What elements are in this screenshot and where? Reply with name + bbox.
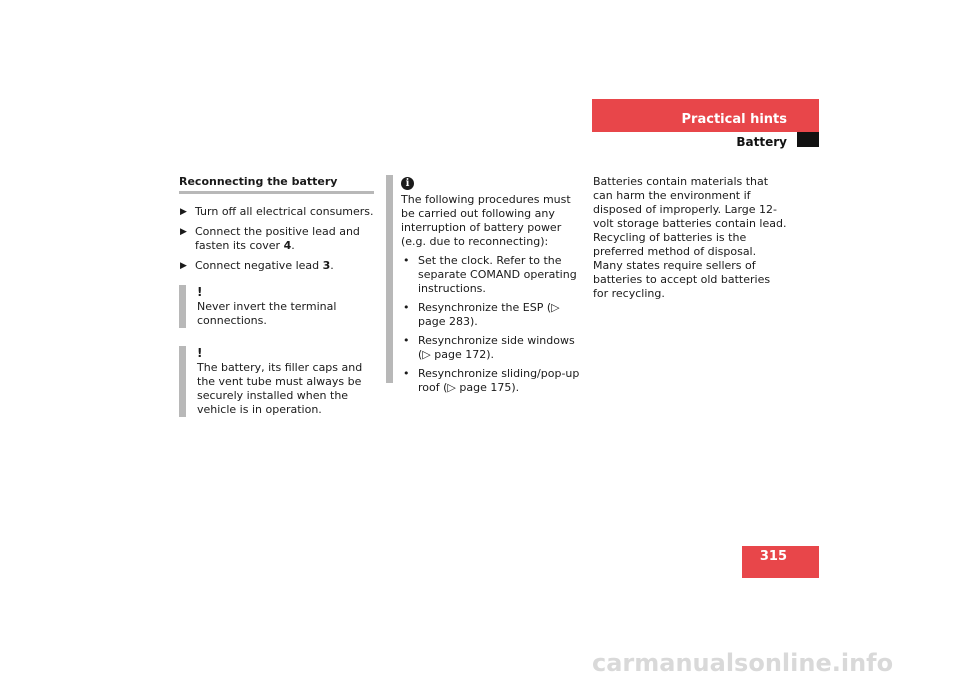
section-title: Battery [736, 135, 787, 149]
section-heading: Reconnecting the battery [179, 175, 374, 194]
bullet-icon: • [403, 334, 410, 347]
list-item: • Resynchronize the ESP (▷ page 283). [403, 301, 560, 328]
bullet-icon: • [403, 254, 410, 267]
info-intro: The following procedures must be carried out following any interruption of battery power (e.g. due to reconnecting): [401, 193, 571, 248]
page-number-box [742, 546, 819, 578]
warning-bar [179, 346, 186, 417]
bullet-icon: • [403, 367, 410, 380]
left-column [179, 175, 374, 417]
watermark: carmanualsonline.info [592, 649, 894, 677]
warning-icon: ! [197, 346, 203, 360]
info-note [401, 175, 581, 395]
warning-icon: ! [197, 285, 203, 299]
chapter-header-bar [592, 99, 819, 132]
callout-ref: 4 [283, 239, 292, 252]
warning-text: Never invert the terminal connections. [197, 300, 337, 327]
list-item: • Resynchronize side windows (▷ page 172). [403, 334, 575, 361]
header-marker [797, 132, 819, 147]
chapter-title: Practical hints [681, 112, 787, 127]
arrow-icon: ▶ [180, 227, 187, 237]
right-column [593, 175, 788, 301]
arrow-icon: ▶ [180, 261, 187, 271]
warning-bar [179, 285, 186, 328]
step-item: ▶ Connect negative lead 3. [180, 259, 334, 272]
environment-paragraph: Batteries contain materials that can harm the environment if disposed of improperly. Large 12-volt storage batteries contain lead. Recycling of batteries is the preferred method of disposal. Many states require sellers of batteries to accept old batteries for recycling. [593, 175, 787, 300]
page-number: 315 [759, 549, 787, 564]
step-item: ▶ Turn off all electrical consumers. [180, 205, 374, 218]
warning-note [179, 285, 374, 328]
list-item: • Resynchronize sliding/pop-up roof (▷ page 175). [403, 367, 580, 394]
warning-note [179, 346, 374, 417]
step-item: ▶ Connect the positive lead and fasten its cover 4. [180, 225, 360, 252]
callout-ref: 3 [322, 259, 331, 272]
info-bar [386, 175, 393, 383]
info-icon: i [401, 177, 414, 190]
arrow-icon: ▶ [180, 207, 187, 217]
warning-text: The battery, its filler caps and the vent tube must always be securely installed when the vehicle is in operation. [197, 361, 363, 416]
list-item: • Set the clock. Refer to the separate COMAND operating instructions. [403, 254, 577, 295]
bullet-icon: • [403, 301, 410, 314]
